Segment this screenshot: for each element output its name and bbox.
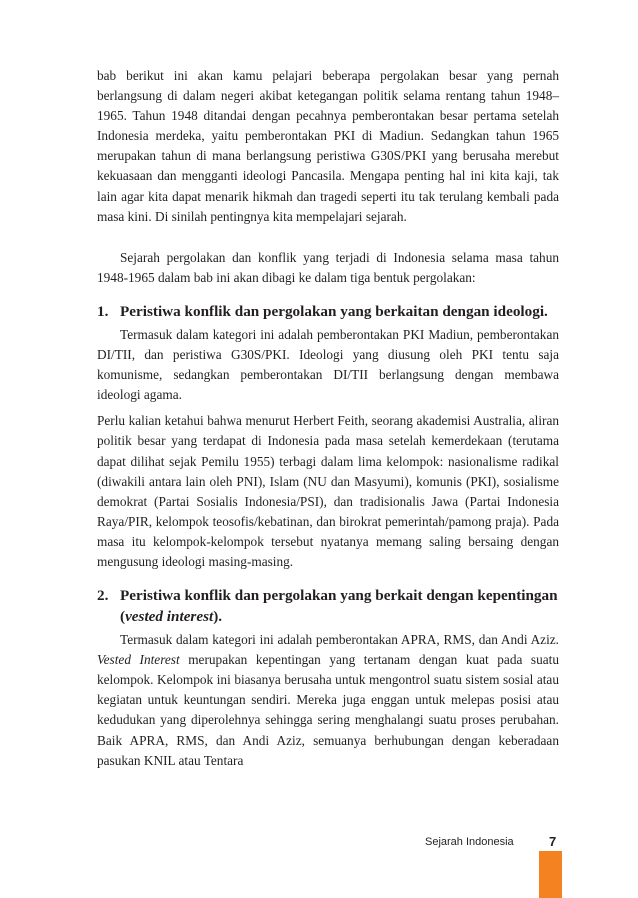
vested-interest-paragraph: Termasuk dalam kategori ini adalah pemberontakan APRA, RMS, dan Andi Aziz. Vested Interest merupakan kepentingan yang tertanam dengan kuat pada suatu kelompok. Kelompok ini biasanya berusaha untuk mengontrol suatu sistem sosial atau kegiatan untuk keuntungan sendiri. Mereka juga enggan untuk melepas posisi atau kedudukan yang diperolehnya sehingga sering menghalangi suatu proses perubahan. Baik APRA, RMS, dan Andi Aziz, semuanya berhubungan dengan keberadaan pasukan KNIL atau Tentara (97, 632, 559, 768)
page-number: 7 (549, 834, 557, 849)
ideology-paragraph: Termasuk dalam kategori ini adalah pemberontakan PKI Madiun, pemberontakan DI/TII, dan peristiwa G30S/PKI. Ideologi yang diusung oleh PKI tentu saja komunisme, sedangkan pemberontakan DI/TII berlangsung dengan membawa ideologi agama. (97, 326, 559, 403)
page-body (97, 66, 559, 771)
intro-paragraph: bab berikut ini akan kamu pelajari beberapa pergolakan besar yang pernah berlangsung di dalam negeri akibat ketegangan politik selama rentang tahun 1948–1965. Tahun 1948 ditandai dengan pecahnya pemberontakan besar pertama setelah Indonesia merdeka, yaitu pemberontakan PKI di Madiun. Sedangkan tahun 1965 merupakan tahun di mana berlangsung peristiwa G30S/PKI yang berusaha merebut kekuasaan dan mengganti ideologi Pancasila. Mengapa penting hal ini kita kaji, tak lain agar kita dapat menarik hikmah dan tragedi seperti itu tak terulang kembali pada masa kini. Di sinilah pentingnya kita mempelajari sejarah. (97, 68, 559, 224)
section-number: 2. (97, 587, 109, 605)
section-title: Peristiwa konflik dan pergolakan yang berkait dengan kepentingan (vested interest). (120, 587, 558, 626)
page-tab-marker (539, 851, 562, 898)
section-title: Peristiwa konflik dan pergolakan yang berkaitan dengan ideologi. (120, 302, 548, 320)
feith-paragraph: Perlu kalian ketahui bahwa menurut Herbert Feith, seorang akademisi Australia, aliran politik besar yang terdapat di Indonesia pada masa setelah kemerdekaan (terutama dapat dilihat sejak Pemilu 1955) terbagi dalam lima kelompok: nasionalisme radikal (diwakili antara lain oleh PNI), Islam (NU dan Masyumi), komunis (PKI), sosialisme demokrat (Partai Sosialis Indonesia/PSI), dan tradisionalis Jawa (Partai Indonesia Raya/PIR, kelompok teosofis/kebatinan, dan birokrat pemerintah/pamong praja). Pada masa itu kelompok-kelompok tersebut nyatanya memang saling bersaing dengan mengusung ideologi masing-masing. (97, 413, 559, 569)
vested-interest-term: vested interest (125, 608, 214, 626)
section-number: 1. (97, 302, 109, 320)
footer-book-title: Sejarah Indonesia (425, 836, 514, 848)
section-heading-vested-interest (97, 585, 559, 627)
vested-interest-inline-term: Vested Interest (97, 652, 180, 668)
section-heading-ideology (97, 301, 559, 322)
overview-paragraph: Sejarah pergolakan dan konflik yang terjadi di Indonesia selama masa tahun 1948-1965 dalam bab ini akan dibagi ke dalam tiga bentuk pergolakan: (97, 249, 559, 285)
